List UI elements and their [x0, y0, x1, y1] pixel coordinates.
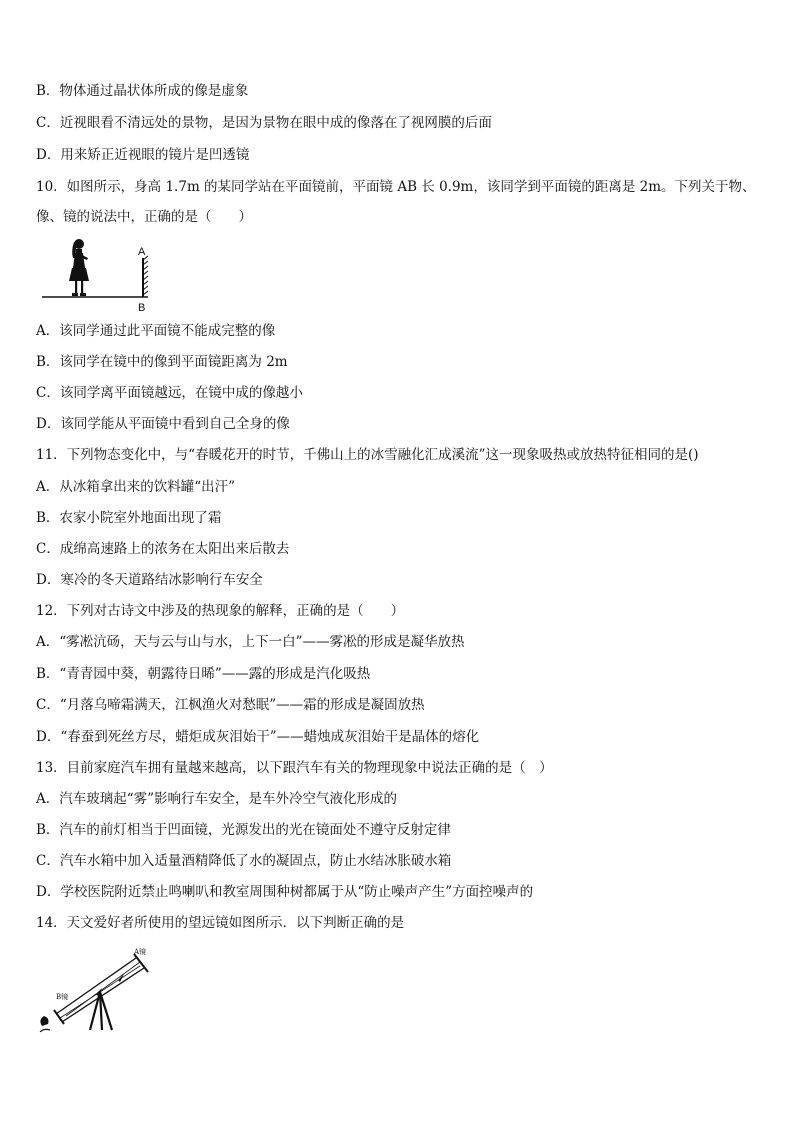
mirror-figure — [38, 238, 168, 314]
telescope-figure — [36, 944, 166, 1036]
mirror-label-b: B — [138, 302, 146, 314]
q10-option-b: B．该同学在镜中的像到平面镜距离为 2m — [36, 354, 288, 370]
lens-a-label: A镜 — [134, 948, 147, 956]
q13-stem: 13．目前家庭汽车拥有量越来越高，以下跟汽车有关的物理现象中说法正确的是（ ） — [36, 760, 553, 776]
q12-option-d: D．“春蚕到死丝方尽，蜡炬成灰泪始干”——蜡烛成灰泪始干是晶体的熔化 — [36, 729, 480, 745]
q12-stem: 12．下列对古诗文中涉及的热现象的解释，正确的是（ ） — [36, 603, 405, 619]
q11-option-b: B．农家小院室外地面出现了霜 — [36, 510, 222, 526]
q10-stem-line2: 像、镜的说法中，正确的是（ ） — [36, 209, 252, 225]
q10-stem-line1: 10．如图所示，身高 1.7m 的某同学站在平面镜前，平面镜 AB 长 0.9m，该同学到平面镜的距离是 2m。下列关于物、 — [36, 179, 756, 195]
q9-option-d: D．用来矫正近视眼的镜片是凹透镜 — [36, 147, 250, 163]
q10-option-d: D．该同学能从平面镜中看到自己全身的像 — [36, 416, 290, 432]
q10-option-c: C．该同学离平面镜越远，在镜中成的像越小 — [36, 385, 303, 401]
q12-option-a: A．“雾凇沆砀，天与云与山与水，上下一白”——雾凇的形成是凝华放热 — [36, 634, 465, 650]
q11-stem: 11．下列物态变化中，与“春暖花开的时节，千佛山上的冰雪融化汇成溪流”这一现象吸热或放热特征相同的是() — [36, 447, 699, 463]
q13-option-c: C．汽车水箱中加入适量酒精降低了水的凝固点，防止水结冰胀破水箱 — [36, 853, 452, 869]
q11-option-d: D．寒冷的冬天道路结冰影响行车安全 — [36, 572, 263, 588]
tripod — [90, 992, 112, 1030]
q11-option-c: C．成绵高速路上的浓务在太阳出来后散去 — [36, 541, 290, 557]
q12-option-b: B．“青青园中葵，朝露待日晞”——露的形成是汽化吸热 — [36, 666, 371, 682]
q13-option-a: A．汽车玻璃起“雾”影响行车安全，是车外冷空气液化形成的 — [36, 791, 398, 807]
q9-option-b: B．物体通过晶状体所成的像是虚象 — [36, 83, 249, 99]
student-figure — [69, 239, 89, 296]
plane-mirror — [143, 256, 148, 297]
q10-option-a: A．该同学通过此平面镜不能成完整的像 — [36, 323, 276, 339]
q11-option-a: A．从冰箱拿出来的饮料罐“出汗” — [36, 479, 236, 495]
q9-option-c: C．近视眼看不清远处的景物，是因为景物在眼中成的像落在了视网膜的后面 — [36, 115, 492, 131]
lens-b-label: B镜 — [56, 993, 69, 1001]
observer-eye-icon — [40, 1016, 50, 1032]
q13-option-d: D．学校医院附近禁止鸣喇叭和教室周围种树都属于从“防止噪声产生”方面控噪声的 — [36, 884, 534, 900]
q13-option-b: B．汽车的前灯相当于凹面镜，光源发出的光在镜面处不遵守反射定律 — [36, 822, 451, 838]
q14-stem: 14．天文爱好者所使用的望远镜如图所示．以下判断正确的是 — [36, 915, 405, 931]
q12-option-c: C．“月落乌啼霜满天，江枫渔火对愁眠”——霜的形成是凝固放热 — [36, 697, 425, 713]
mirror-label-a: A — [138, 246, 146, 258]
